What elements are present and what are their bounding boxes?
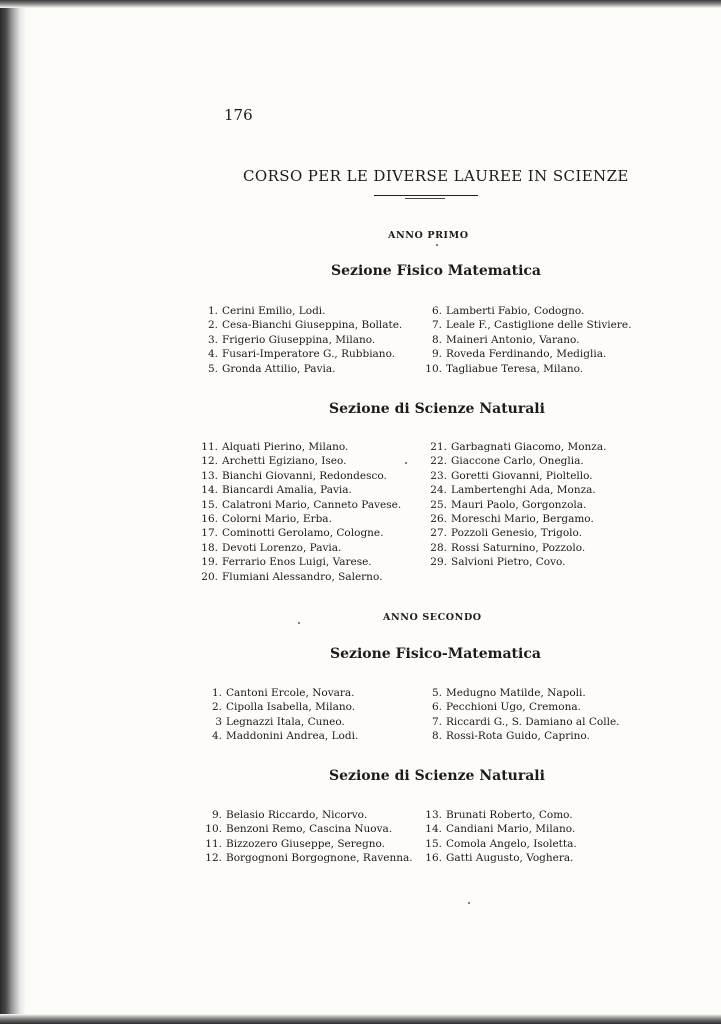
- list-item: 6. Lamberti Fabio, Codogno.: [431, 305, 585, 317]
- scanned-page-top-edge: [0, 0, 721, 8]
- list-item: 9. Belasio Riccardo, Nicorvo.: [211, 809, 368, 821]
- list-item: 16. Colorni Mario, Erba.: [201, 512, 332, 525]
- list-item: 7. Riccardi G., S. Damiano al Colle.: [431, 715, 620, 728]
- list-item: 1. Cantoni Ercole, Novara.: [211, 687, 355, 699]
- section-heading: Sezione di Scienze Naturali: [329, 401, 545, 417]
- title-divider-accent: [405, 198, 445, 199]
- title-divider: [374, 195, 478, 196]
- scan-speck: [405, 462, 407, 464]
- page-number: 176: [224, 106, 253, 124]
- list-item: 3. Frigerio Giuseppina, Milano.: [207, 333, 376, 346]
- student-list-left: [200, 304, 402, 376]
- list-item: 24. Lambertenghi Ada, Monza.: [430, 484, 596, 497]
- student-list-left: [192, 440, 401, 584]
- list-item: 10. Tagliabue Teresa, Milano.: [425, 362, 584, 375]
- list-item: 18. Devoti Lorenzo, Pavia.: [201, 541, 342, 554]
- scan-speck: [468, 902, 470, 904]
- scanned-page-left-edge: [0, 0, 26, 1024]
- list-item: 4. Fusari-Imperatore G., Rubbiano.: [207, 348, 396, 361]
- student-list-left: [204, 686, 358, 744]
- list-item: 10. Benzoni Remo, Cascina Nuova.: [205, 823, 393, 836]
- list-item: 5. Gronda Attilio, Pavia.: [207, 362, 336, 375]
- list-item: 5. Medugno Matilde, Napoli.: [431, 687, 586, 699]
- student-list-left: [196, 808, 413, 866]
- list-item: 9. Roveda Ferdinando, Mediglia.: [431, 348, 607, 361]
- list-item: 3 Legnazzi Itala, Cuneo.: [215, 715, 345, 728]
- list-item: 2. Cesa-Bianchi Giuseppina, Bollate.: [207, 319, 403, 332]
- list-item: 27. Pozzoli Genesio, Trigolo.: [430, 527, 582, 540]
- list-item: 28. Rossi Saturnino, Pozzolo.: [430, 541, 586, 554]
- list-item: 6. Pecchioni Ugo, Cremona.: [431, 701, 581, 714]
- list-item: 15. Calatroni Mario, Canneto Pavese.: [201, 498, 402, 511]
- list-item: 21. Garbagnati Giacomo, Monza.: [430, 441, 607, 453]
- list-item: 1. Cerini Emilio, Lodi.: [207, 305, 326, 317]
- section-heading: Sezione di Scienze Naturali: [329, 768, 545, 784]
- list-item: 8. Rossi-Rota Guido, Caprino.: [431, 730, 590, 743]
- list-item: 23. Goretti Giovanni, Pioltello.: [430, 469, 593, 482]
- list-item: 17. Cominotti Gerolamo, Cologne.: [201, 527, 384, 540]
- list-item: 11. Alquati Pierino, Milano.: [201, 441, 349, 453]
- list-item: 11. Bizzozero Giuseppe, Seregno.: [205, 837, 385, 850]
- student-list-right: [424, 304, 631, 376]
- year-heading-secondo: ANNO SECONDO: [383, 612, 482, 623]
- page-title: CORSO PER LE DIVERSE LAUREE IN SCIENZE: [243, 167, 629, 185]
- scanned-page-bottom-edge: [0, 1014, 721, 1024]
- list-item: 26. Moreschi Mario, Bergamo.: [430, 512, 594, 525]
- list-item: 4. Maddonini Andrea, Lodi.: [211, 730, 359, 743]
- list-item: 16. Gatti Augusto, Voghera.: [425, 852, 574, 865]
- list-item: 7. Leale F., Castiglione delle Stiviere.: [431, 319, 632, 332]
- section-heading: Sezione Fisico Matematica: [331, 263, 541, 279]
- list-item: 13. Brunati Roberto, Como.: [425, 809, 573, 821]
- list-item: 25. Mauri Paolo, Gorgonzola.: [430, 498, 587, 511]
- year-heading-primo: ANNO PRIMO: [388, 230, 469, 241]
- list-item: 29. Salvioni Pietro, Covo.: [430, 556, 566, 569]
- list-item: 8. Maineri Antonio, Varano.: [431, 333, 580, 346]
- student-list-right: [416, 808, 577, 866]
- list-item: 15. Comola Angelo, Isoletta.: [425, 837, 577, 850]
- list-item: 14. Biancardi Amalia, Pavia.: [201, 484, 352, 497]
- student-list-right: [424, 686, 620, 744]
- list-item: 13. Bianchi Giovanni, Redondesco.: [201, 469, 387, 482]
- list-item: 20. Flumiani Alessandro, Salerno.: [201, 570, 383, 583]
- section-heading: Sezione Fisico-Matematica: [330, 646, 541, 662]
- list-item: 12. Archetti Egiziano, Iseo.: [201, 455, 347, 468]
- list-item: 14. Candiani Mario, Milano.: [425, 823, 576, 836]
- student-list-right: [421, 440, 606, 570]
- list-item: 22. Giaccone Carlo, Oneglia.: [430, 455, 584, 468]
- list-item: 2. Cipolla Isabella, Milano.: [211, 701, 356, 714]
- scan-speck: [436, 244, 438, 246]
- list-item: 12. Borgognoni Borgognone, Ravenna.: [205, 852, 413, 865]
- scan-speck: [298, 622, 300, 624]
- list-item: 19. Ferrario Enos Luigi, Varese.: [201, 556, 372, 569]
